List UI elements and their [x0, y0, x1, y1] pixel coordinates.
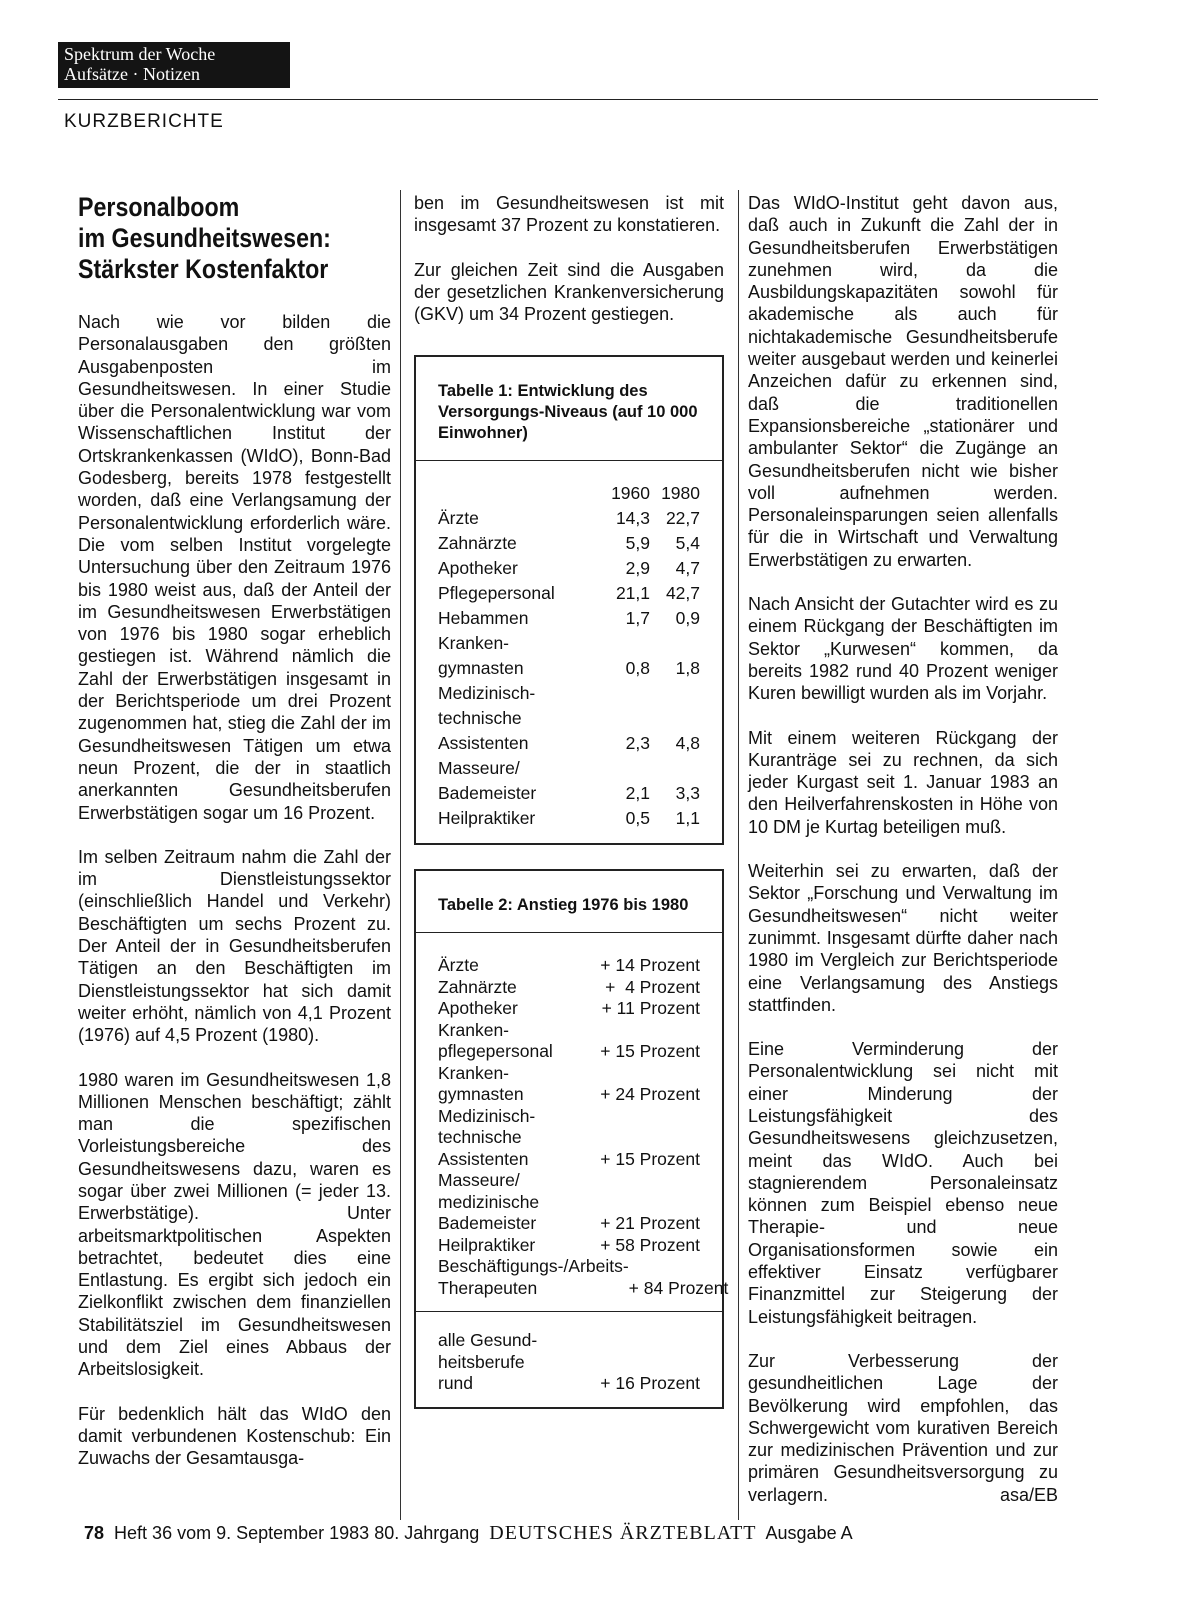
table-2-row-value: + 14 Prozent [600, 955, 700, 976]
table-1-value-1960: 2,3 [625, 733, 650, 754]
section-header-box [58, 42, 290, 88]
edition: Ausgabe A [765, 1523, 853, 1543]
column-1 [78, 192, 391, 1492]
table-2-row-label: Kranken- pflegepersonal [438, 1019, 553, 1062]
table-1-header-row [438, 481, 700, 506]
table-1-row-label: Heilpraktiker [438, 808, 536, 829]
table-1-row-label: Pflegepersonal [438, 583, 555, 604]
table-2-row [438, 1063, 700, 1106]
table-1-row-label: Zahnärzte [438, 533, 517, 554]
table-2-total-value: + 16 Prozent [600, 1373, 700, 1394]
table-2-row-label: Medizinisch- technische Assistenten [438, 1105, 536, 1169]
table-1-row [438, 506, 700, 531]
table-1-value-1980: 1,8 [675, 658, 700, 679]
paragraph: Zur gleichen Zeit sind die Ausgaben der gesetzlichen Krankenversicherung (GKV) um 34 Prozent gestiegen. [414, 259, 724, 325]
table-2-row-value: + 24 Prozent [600, 1084, 700, 1105]
table-1-row [438, 606, 700, 631]
table-1-row-label: Hebammen [438, 608, 529, 629]
section-label: KURZBERICHTE [64, 111, 224, 132]
paragraph: 1980 waren im Gesundheitswesen 1,8 Millionen Menschen beschäftigt; zählt man die spezifischen Vorleistungsbereiche des Gesundheitswesens dazu, waren es sogar über zwei Millionen (= jeder 13. Erwerbstätige). Unter arbeitsmarktpolitischen Aspekten betrachtet, bedeutet dies eine Entlastung. Es ergibt sich jedoch ein Zielkonflikt zwischen dem finanziellen Stabilitätsziel im Gesundheitswesen und dem Ziel eines Abbaus der Arbeitslosigkeit. [78, 1069, 391, 1380]
headline-line-3: Stärkster Kostenfaktor [78, 254, 329, 284]
table-2-row-value: + 15 Prozent [600, 1148, 700, 1169]
table-2-row-value: + 11 Prozent [601, 998, 700, 1019]
header-line-2: Aufsätze · Notizen [64, 64, 200, 84]
headline-line-2: im Gesundheitswesen: [78, 223, 331, 253]
table-1-row-label: Kranken- gymnasten [438, 633, 524, 679]
table-1-row [438, 806, 700, 831]
table-2-total-label: alle Gesund- heitsberufe rund [438, 1330, 538, 1394]
table-2-row [438, 1235, 700, 1257]
issue-info: Heft 36 vom 9. September 1983 80. Jahrgang [114, 1523, 480, 1543]
paragraph: Nach wie vor bilden die Personalausgaben den größten Ausgabenposten im Gesundheitswesen. In einer Studie über die Personalentwicklung war vom Wissenschaftlichen Institut der Ortskrankenkassen (WIdO), Bonn-Bad Godesberg, bereits 1978 festgestellt worden, daß eine Verlangsamung der Personalentwicklung erforderlich wäre. Die vom selben Institut vorgelegte Untersuchung über den Zeitraum 1976 bis 1980 weist aus, daß der Anteil der im Gesundheitswesen Erwerbstätigen von 1976 bis 1980 sogar erheblich gestiegen ist. Während nämlich die Zahl der Erwerbstätigen insgesamt in der Berichtsperiode um drei Prozent zugenommen hat, stieg die Zahl der im Gesundheitswesen Tätigen um etwa neun Prozent, die der in staatlich anerkannten Gesundheitsberufen Erwerbstätigen sogar um 16 Prozent. [78, 312, 391, 823]
table-2-title: Tabelle 2: Anstieg 1976 bis 1980 [416, 871, 722, 933]
paragraph: Weiterhin sei zu erwarten, daß der Sektor „Forschung und Verwaltung im Gesundheitswesen“ nicht weiter zunimmt. Insgesamt dürfte daher nach 1980 im Vergleich zur Berichtsperiode eine Verlangsamung des Anstiegs stattfinden. [748, 861, 1058, 1015]
table-2-row [438, 1256, 729, 1299]
table-2-row-label: Beschäftigungs-/Arbeits- Therapeuten [438, 1256, 629, 1298]
table-2-row-label: Apotheker [438, 998, 518, 1019]
table-1-row [438, 531, 700, 556]
table-1-col-1960: 1960 [611, 483, 650, 504]
table-1-row [438, 756, 700, 806]
table-1-row [438, 681, 700, 756]
table-1-row-label: Medizinisch- technische Assistenten [438, 683, 536, 754]
headline-line-1: Personalboom [78, 192, 240, 222]
paragraph: Zur Verbesserung der gesundheitlichen Lage der Bevölkerung wird empfohlen, das Schwergewicht vom kurativen Bereich zur medizinischen Prävention und zur primären Gesundheitsversorgung zu verlagern. [748, 1350, 1058, 1505]
header-rule [58, 99, 1098, 100]
table-2-total [416, 1311, 722, 1407]
table-1-value-1980: 5,4 [675, 533, 700, 554]
table-1-row-label: Ärzte [438, 508, 479, 529]
paragraph: Für bedenklich hält das WIdO den damit verbundenen Kostenschub: Ein Zuwachs der Gesamtausga- [78, 1403, 391, 1469]
table-1-value-1960: 1,7 [625, 608, 650, 629]
table-1-row-label: Masseure/ Bademeister [438, 758, 537, 804]
author-signature: asa/EB [999, 1485, 1058, 1506]
table-1-value-1960: 2,1 [625, 783, 650, 804]
paragraph: ben im Gesundheitswesen ist mit insgesamt 37 Prozent zu konstatieren. [414, 193, 724, 236]
table-2 [414, 869, 729, 1409]
table-1-title: Tabelle 1: Entwicklung des Versorgungs-Niveaus (auf 10 000 Einwohner) [416, 357, 722, 461]
table-2-row [438, 977, 700, 999]
table-1-value-1980: 3,3 [675, 783, 700, 804]
column-3 [748, 192, 1058, 1506]
table-2-row-value: + 15 Prozent [600, 1041, 700, 1062]
table-1-value-1980: 0,9 [675, 608, 700, 629]
paragraph: Das WIdO-Institut geht davon aus, daß auch in Zukunft die Zahl der in Gesundheitsberufen Erwerbstätigen zunehmen wird, da die Ausbildungskapazitäten sowohl für akademische als auch für nichtakademische Gesundheitsberufe weiter ausgebaut werden und keinerlei Anzeichen dafür zu erkennen sind, daß die traditionellen Expansionsbereiche „stationärer und ambulanter Sektor“ die Zugänge an Gesundheitsberufen nicht wie bisher voll aufnehmen werden. Personaleinsparungen seien allenfalls für die in Wirtschaft und Verwaltung Erwerbstätigen zu erwarten. [748, 193, 1058, 570]
paragraph: Nach Ansicht der Gutachter wird es zu einem Rückgang der Beschäftigten im Sektor „Kurwesen“ kommen, da bereits 1982 rund 40 Prozent weniger Kuren bewilligt wurden als im Vorjahr. [748, 594, 1058, 704]
table-1-value-1980: 42,7 [665, 583, 700, 604]
table-1-value-1960: 14,3 [615, 508, 650, 529]
table-2-row [438, 1020, 700, 1063]
table-1-value-1960: 21,1 [615, 583, 650, 604]
table-1-value-1960: 2,9 [625, 558, 650, 579]
column-2 [414, 192, 729, 1433]
header-line-1: Spektrum der Woche [64, 44, 216, 64]
article-headline [78, 192, 405, 285]
table-2-row [438, 955, 700, 977]
table-1-row [438, 581, 700, 606]
table-2-row-label: Zahnärzte [438, 976, 517, 997]
column-divider-1 [400, 190, 401, 1520]
page-footer [84, 1522, 853, 1545]
paragraph: Eine Verminderung der Personalentwicklung sei nicht mit einer Minderung der Leistungsfähigkeit des Gesundheitswesens gleichzusetzen, meint das WIdO. Auch bei stagnierendem Personaleinsatz können zum Beispiel ebenso neue Therapie- und neue Organisationsformen sowie ein effektiver Einsatz verfügbarer Finanzmittel zur Steigerung der Leistungsfähigkeit beitragen. [748, 1039, 1058, 1327]
table-1 [414, 355, 724, 845]
table-2-row-value: + 4 Prozent [605, 976, 700, 997]
page-number: 78 [84, 1523, 105, 1543]
table-1-row [438, 556, 700, 581]
table-2-row-label: Masseure/ medizinische Bademeister [438, 1170, 540, 1234]
paragraph: Im selben Zeitraum nahm die Zahl der im Dienstleistungssektor (einschließlich Handel und Verkehr) Beschäftigten um sechs Prozent zu. Der Anteil der in Gesundheitsberufen Tätigen an den Beschäftigten im Dienstleistungssektor hat sich damit weiter erhöht, nämlich von 4,1 Prozent (1976) auf 4,5 Prozent (1980). [78, 846, 391, 1046]
table-2-row-label: Kranken- gymnasten [438, 1062, 524, 1105]
table-2-row-label: Heilpraktiker [438, 1234, 536, 1255]
table-1-value-1980: 4,7 [675, 558, 700, 579]
table-1-value-1980: 22,7 [665, 508, 700, 529]
table-1-col-1980: 1980 [661, 483, 700, 504]
table-2-row [438, 998, 700, 1020]
paragraph: Mit einem weiteren Rückgang der Kuranträge sei zu rechnen, da sich jeder Kurgast seit 1. Januar 1983 an den Heilverfahrenskosten in Höhe von 10 DM je Kurtag beteiligen muß. [748, 727, 1058, 837]
table-1-value-1960: 5,9 [625, 533, 650, 554]
table-1-row-label: Apotheker [438, 558, 518, 579]
table-1-value-1980: 4,8 [675, 733, 700, 754]
table-1-value-1980: 1,1 [675, 808, 700, 829]
table-2-row-value: + 58 Prozent [600, 1234, 700, 1255]
table-1-value-1960: 0,8 [625, 658, 650, 679]
table-2-row-value: + 84 Prozent [628, 1277, 729, 1298]
table-2-row [438, 1170, 700, 1235]
journal-name: DEUTSCHES ÄRZTEBLATT [489, 1522, 757, 1544]
table-1-row [438, 631, 700, 681]
column-divider-2 [738, 190, 739, 1520]
table-2-row-label: Ärzte [438, 955, 479, 976]
table-2-row-value: + 21 Prozent [600, 1213, 700, 1234]
table-2-row [438, 1106, 700, 1171]
table-1-value-1960: 0,5 [625, 808, 650, 829]
